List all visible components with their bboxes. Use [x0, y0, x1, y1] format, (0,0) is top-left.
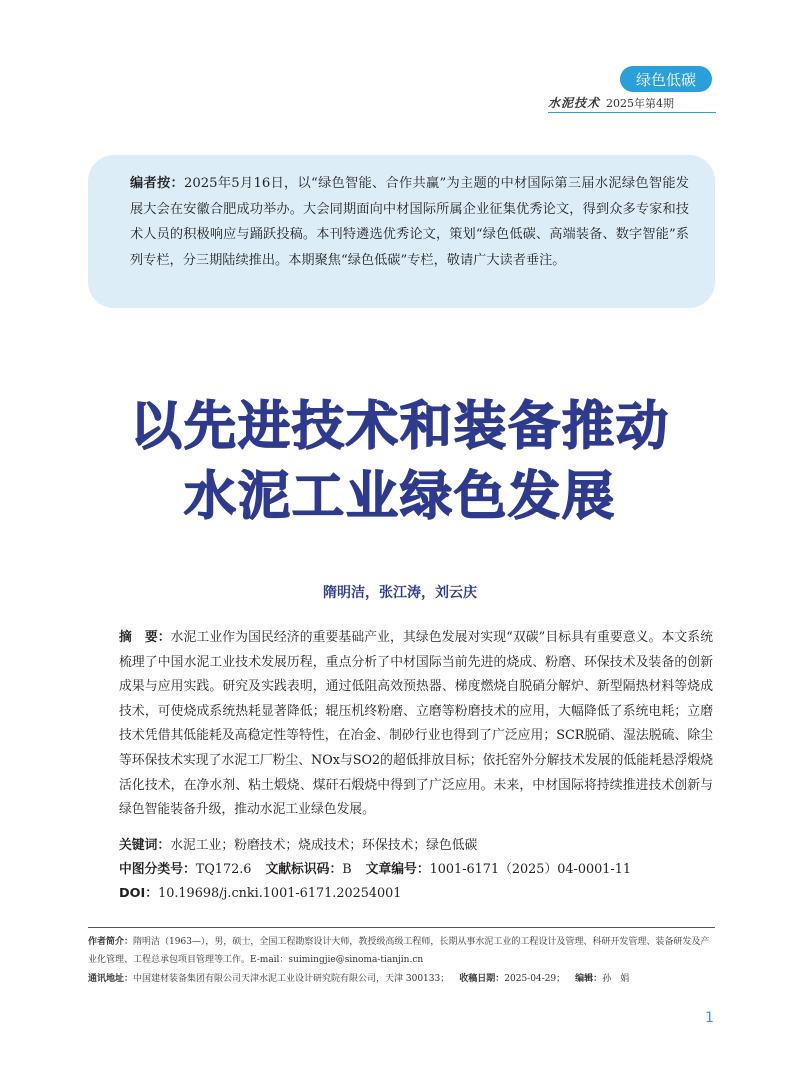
editor-note-label: 编者按：: [130, 176, 184, 191]
doc-code-value: B: [342, 862, 352, 877]
section-tag: 绿色低碳: [620, 66, 712, 92]
editor-note-text: 2025年5月16日，以“绿色智能、合作共赢”为主题的中材国际第三届水泥绿色智能发展大会在安徽合肥成功举办。大会同期面向中材国际所属企业征集优秀论文，得到众多专家和技术人员的积极响应与踊跃投稿。本刊特遴选优秀论文，策划“绿色低碳、高端装备、数字智能”系列专栏，分三期陆续推出。本期聚焦“绿色低碳”专栏，敬请广大读者垂注。: [130, 176, 689, 268]
doc-code-label: 文献标识码：: [265, 862, 343, 877]
title-line-1: 以先进技术和装备推动: [129, 397, 670, 457]
article-title: [0, 392, 800, 532]
keywords: [119, 834, 477, 853]
editor-label: 编辑：: [575, 974, 603, 984]
title-line-2: 水泥工业绿色发展: [183, 467, 616, 527]
received-label: 收稿日期：: [459, 974, 505, 984]
page-number: 1: [705, 1010, 714, 1026]
author-bio-footnote: [88, 933, 715, 969]
abstract-text: 水泥工业作为国民经济的重要基础产业，其绿色发展对实现“双碳”目标具有重要意义。本文系统梳理了中国水泥工业技术发展历程，重点分析了中材国际当前先进的烧成、粉磨、环保技术及装备的创新成果与应用实践。研究及实践表明，通过低阻高效预热器、梯度燃烧自脱硝分解炉、新型隔热材料等烧成技术，可使烧成系统热耗显著降低；辊压机终粉磨、立磨等粉磨技术的应用，大幅降低了系统电耗；立磨技术凭借其低能耗及高稳定性等特性，在冶金、制砂行业也得到了广泛应用；SCR脱硝、湿法脱硫、除尘等环保技术实现了水泥工厂粉尘、NOx与SO2的超低排放目标；依托窑外分解技术发展的低能耗悬浮煅烧活化技术，在净水剂、粘土煅烧、煤矸石煅烧中得到了广泛应用。未来，中材国际将持续推进技术创新与绿色智能装备升级，推动水泥工业绿色发展。: [119, 630, 714, 818]
doi-line: [119, 882, 401, 901]
doi-label: DOI：: [119, 886, 159, 901]
clc-label: 中图分类号：: [119, 862, 196, 877]
header-rule: [548, 112, 716, 113]
keywords-text: 水泥工业；粉磨技术；烧成技术；环保技术；绿色低碳: [170, 838, 478, 853]
authors: 隋明洁，张江涛，刘云庆: [323, 585, 477, 601]
contact-footnote: [88, 970, 715, 988]
journal-name: 水泥技术: [548, 96, 601, 110]
editor-note-box: [88, 155, 715, 308]
address-label: 通讯地址：: [88, 974, 134, 984]
author-bio-text: 隋明洁（1963—），男，硕士，全国工程勘察设计大师，教授级高级工程师，长期从事水泥工业的工程设计及管理、科研开发管理、装备研发及产业化管理、工程总承包项目管理等工作。E-mail：suimingjie@sinoma-tianjin.cn: [88, 937, 710, 965]
received-value: 2025-04-29；: [504, 974, 566, 984]
footnote-rule: [88, 927, 715, 928]
abstract-label: 摘 要：: [119, 630, 171, 645]
journal-header: [548, 94, 674, 111]
editor-value: 孙 娟: [602, 974, 630, 984]
article-no-value: 1001-6171（2025）04-0001-11: [429, 862, 632, 877]
doi-link[interactable]: 10.19698/j.cnki.1001-6171.20254001: [158, 886, 402, 901]
keywords-label: 关键词：: [119, 838, 171, 853]
article-no-label: 文章编号：: [365, 862, 430, 877]
journal-issue: 2025年第4期: [606, 97, 675, 110]
abstract: [119, 626, 713, 823]
author-bio-label: 作者简介：: [88, 937, 134, 947]
clc-value: TQ172.6: [195, 862, 252, 877]
address-text: 中国建材装备集团有限公司天津水泥工业设计研究院有限公司，天津 300133；: [133, 974, 450, 984]
classification-line: [119, 858, 631, 877]
